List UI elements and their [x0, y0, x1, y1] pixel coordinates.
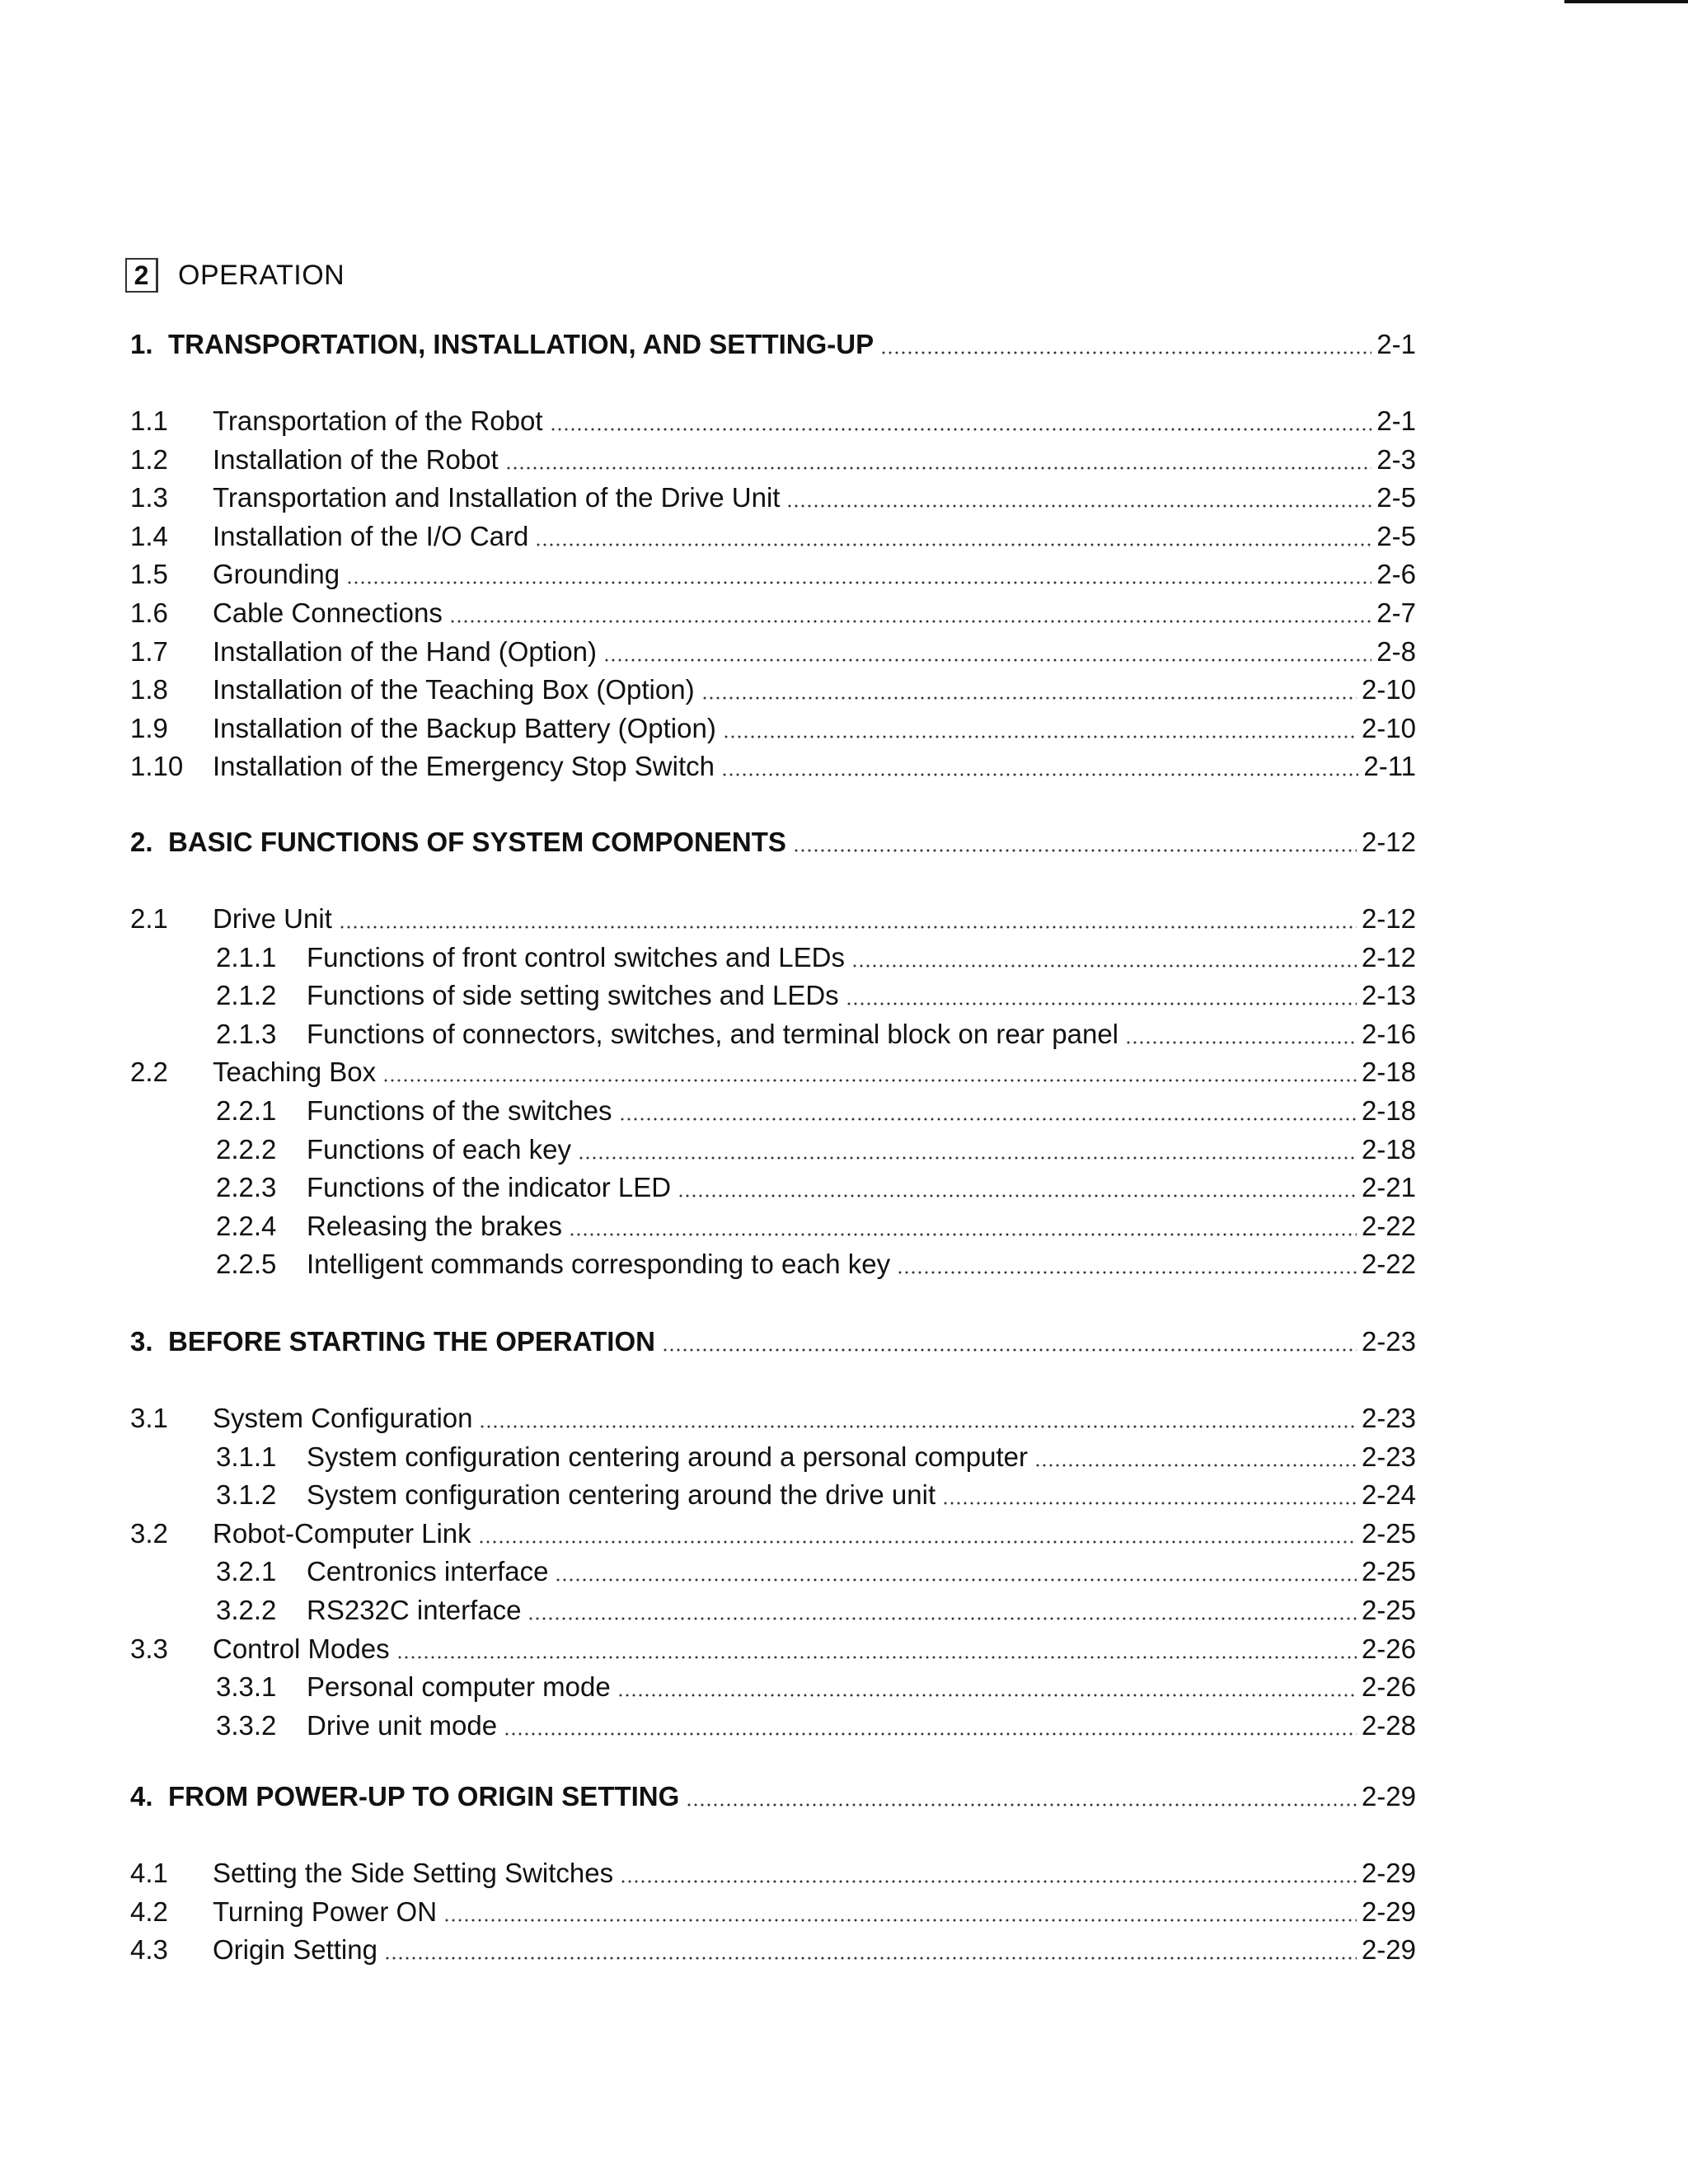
toc-subitem — [0, 1439, 1688, 1475]
toc-item-page: 2-11 — [1360, 748, 1416, 785]
toc-item — [0, 480, 1688, 516]
toc-item-page: 2-8 — [1373, 634, 1416, 670]
toc-item-number: 1.8 — [130, 674, 168, 705]
toc-item-dot-leader — [550, 428, 1372, 431]
toc-item-dot-leader — [723, 735, 1357, 738]
toc-item-page: 2-29 — [1358, 1894, 1416, 1930]
toc-item-number: 1.2 — [130, 443, 168, 475]
toc-subitem-dot-leader — [504, 1732, 1357, 1736]
section-3-page: 2-23 — [1358, 1324, 1416, 1360]
toc-subitem-title: Functions of the switches — [307, 1093, 617, 1129]
toc-item-title: Cable Connections — [213, 595, 448, 631]
toc-subitem — [0, 940, 1688, 976]
section-3-number: 3. — [130, 1326, 153, 1357]
toc-item-dot-leader — [339, 926, 1357, 929]
toc-item-page: 2-5 — [1373, 480, 1416, 516]
top-corner-rule — [1564, 0, 1688, 3]
toc-item-title: Turning Power ON — [213, 1894, 442, 1930]
toc-subitem — [0, 1169, 1688, 1206]
toc-item-page: 2-6 — [1373, 556, 1416, 593]
toc-subitem-page: 2-18 — [1358, 1093, 1416, 1129]
toc-subitem-title: Intelligent commands corresponding to each key — [307, 1246, 895, 1282]
toc-subitem-number: 2.2.2 — [216, 1133, 277, 1165]
toc-item-number: 4.3 — [130, 1934, 168, 1966]
section-2 — [0, 824, 1688, 860]
toc-subitem — [0, 977, 1688, 1014]
toc-subitem-number: 3.2.1 — [216, 1556, 277, 1587]
toc-item-title: Origin Setting — [213, 1932, 382, 1968]
section-2-title: BASIC FUNCTIONS OF SYSTEM COMPONENTS — [168, 824, 791, 860]
toc-item-page: 2-29 — [1358, 1932, 1416, 1968]
toc-subitem-dot-leader — [897, 1271, 1357, 1274]
toc-item-page: 2-29 — [1358, 1855, 1416, 1891]
toc-item-title: Transportation of the Robot — [213, 403, 548, 439]
toc-subitem-number: 2.2.3 — [216, 1172, 277, 1203]
toc-subitem-page: 2-18 — [1358, 1132, 1416, 1168]
toc-subitem-page: 2-25 — [1358, 1592, 1416, 1629]
toc-item-title: Installation of the Robot — [213, 442, 504, 478]
toc-subitem-title: Centronics interface — [307, 1554, 553, 1590]
toc-item-page: 2-3 — [1373, 442, 1416, 478]
toc-subitem-page: 2-13 — [1358, 977, 1416, 1014]
toc-item-title: Installation of the Backup Battery (Option) — [213, 710, 721, 747]
section-3 — [0, 1324, 1688, 1360]
toc-item-number: 2.1 — [130, 903, 168, 934]
toc-item — [0, 710, 1688, 747]
toc-subitem-title: Functions of the indicator LED — [307, 1169, 676, 1206]
toc-subitem-title: Functions of connectors, switches, and terminal block on rear panel — [307, 1016, 1123, 1052]
toc-item-title: Control Modes — [213, 1631, 395, 1667]
toc-subitem-title: Personal computer mode — [307, 1669, 616, 1705]
toc-item — [0, 1932, 1688, 1968]
toc-subitem-page: 2-16 — [1358, 1016, 1416, 1052]
toc-item-dot-leader — [384, 1957, 1357, 1960]
section-4 — [0, 1779, 1688, 1815]
toc-item-dot-leader — [603, 658, 1372, 662]
toc-subitem-number: 2.1.3 — [216, 1018, 277, 1049]
toc-subitem-dot-leader — [678, 1194, 1357, 1197]
toc-item — [0, 748, 1688, 785]
toc-item-page: 2-26 — [1358, 1631, 1416, 1667]
toc-item-number: 1.7 — [130, 635, 168, 667]
toc-item-title: Robot-Computer Link — [213, 1516, 476, 1552]
section-1-page: 2-1 — [1373, 326, 1416, 363]
toc-item-number: 3.3 — [130, 1633, 168, 1664]
toc-subitem-number: 2.2.5 — [216, 1249, 277, 1280]
toc-subitem-number: 2.2.1 — [216, 1095, 277, 1126]
toc-subitem-page: 2-23 — [1358, 1439, 1416, 1475]
section-1 — [0, 326, 1688, 363]
toc-item-title: Setting the Side Setting Switches — [213, 1855, 618, 1891]
toc-subitem-page: 2-25 — [1358, 1554, 1416, 1590]
toc-item-dot-leader — [382, 1079, 1357, 1082]
toc-item — [0, 518, 1688, 555]
toc-subitem-dot-leader — [619, 1118, 1357, 1121]
toc-item-dot-leader — [721, 773, 1358, 776]
toc-subitem-dot-leader — [578, 1156, 1357, 1160]
toc-subitem-number: 2.1.2 — [216, 980, 277, 1011]
toc-subitem-title: System configuration centering around a personal computer — [307, 1439, 1033, 1475]
toc-item-dot-leader — [786, 504, 1372, 508]
toc-item — [0, 442, 1688, 478]
toc-item — [0, 634, 1688, 670]
toc-item-title: Teaching Box — [213, 1054, 381, 1090]
toc-subitem-dot-leader — [942, 1502, 1357, 1505]
toc-item — [0, 403, 1688, 439]
section-2-page: 2-12 — [1358, 824, 1416, 860]
toc-subitem-number: 3.2.2 — [216, 1595, 277, 1625]
toc-item-dot-leader — [396, 1656, 1357, 1659]
section-4-title: FROM POWER-UP TO ORIGIN SETTING — [168, 1779, 684, 1815]
toc-subitem-number: 3.1.2 — [216, 1479, 277, 1511]
toc-subitem-page: 2-28 — [1358, 1708, 1416, 1744]
toc-subitem-dot-leader — [851, 964, 1357, 968]
toc-subitem-dot-leader — [1125, 1041, 1357, 1044]
toc-subitem-dot-leader — [617, 1694, 1357, 1697]
section-1-title: TRANSPORTATION, INSTALLATION, AND SETTING-UP — [168, 326, 879, 363]
section-1-dot-leader — [880, 351, 1372, 354]
toc-item-title: Drive Unit — [213, 901, 337, 937]
toc-subitem-number: 3.3.2 — [216, 1709, 277, 1741]
toc-item — [0, 556, 1688, 593]
toc-item-number: 1.1 — [130, 405, 168, 436]
toc-subitem-dot-leader — [1034, 1464, 1357, 1467]
toc-subitem-title: Functions of each key — [307, 1132, 576, 1168]
toc-subitem-title: System configuration centering around the drive unit — [307, 1477, 940, 1513]
toc-item-page: 2-10 — [1358, 672, 1416, 708]
toc-item-title: Installation of the Teaching Box (Option) — [213, 672, 700, 708]
toc-item-dot-leader — [443, 1919, 1357, 1922]
toc-item-number: 2.2 — [130, 1057, 168, 1088]
toc-item-title: System Configuration — [213, 1400, 477, 1436]
toc-item-title: Grounding — [213, 556, 345, 593]
toc-item-dot-leader — [449, 620, 1372, 623]
toc-subitem-dot-leader — [555, 1578, 1356, 1582]
toc-item-page: 2-23 — [1358, 1400, 1416, 1436]
toc-subitem-page: 2-22 — [1358, 1246, 1416, 1282]
toc-item-number: 1.5 — [130, 559, 168, 590]
toc-subitem — [0, 1554, 1688, 1590]
toc-item-number: 4.1 — [130, 1858, 168, 1888]
section-2-number: 2. — [130, 827, 153, 857]
toc-subitem-title: Functions of side setting switches and LEDs — [307, 977, 844, 1014]
section-4-number: 4. — [130, 1781, 153, 1811]
toc-subitem-page: 2-26 — [1358, 1669, 1416, 1705]
toc-item-number: 1.10 — [130, 751, 184, 782]
toc-subitem-dot-leader — [569, 1233, 1357, 1236]
toc-item-page: 2-1 — [1373, 403, 1416, 439]
chapter-title: OPERATION — [178, 259, 345, 291]
toc-item — [0, 1054, 1688, 1090]
toc-item — [0, 595, 1688, 631]
toc-item-page: 2-10 — [1358, 710, 1416, 747]
section-1-number: 1. — [130, 329, 153, 359]
toc-subitem-number: 3.1.1 — [216, 1441, 277, 1472]
toc-item — [0, 1894, 1688, 1930]
toc-subitem — [0, 1477, 1688, 1513]
toc-subitem-dot-leader — [846, 1002, 1357, 1005]
toc-item — [0, 1631, 1688, 1667]
toc-item-number: 1.9 — [130, 712, 168, 743]
toc-item-dot-leader — [346, 581, 1372, 584]
toc-item-dot-leader — [479, 1425, 1356, 1428]
toc-item-title: Installation of the I/O Card — [213, 518, 533, 555]
toc-item-number: 1.6 — [130, 598, 168, 628]
toc-subitem — [0, 1669, 1688, 1705]
toc-subitem — [0, 1708, 1688, 1744]
toc-subitem-page: 2-21 — [1358, 1169, 1416, 1206]
toc-item-page: 2-7 — [1373, 595, 1416, 631]
toc-item-title: Installation of the Emergency Stop Switch — [213, 748, 720, 785]
toc-item-dot-leader — [535, 543, 1372, 546]
toc-item-number: 4.2 — [130, 1896, 168, 1927]
toc-subitem-number: 2.1.1 — [216, 941, 277, 972]
toc-item — [0, 1516, 1688, 1552]
toc-subitem — [0, 1592, 1688, 1629]
toc-item-title: Installation of the Hand (Option) — [213, 634, 602, 670]
toc-item-title: Transportation and Installation of the Drive Unit — [213, 480, 785, 516]
toc-item-page: 2-12 — [1358, 901, 1416, 937]
section-4-page: 2-29 — [1358, 1779, 1416, 1815]
toc-subitem-page: 2-24 — [1358, 1477, 1416, 1513]
toc-item — [0, 1400, 1688, 1436]
toc-item-number: 3.1 — [130, 1403, 168, 1433]
toc-subitem-number: 3.3.1 — [216, 1671, 277, 1703]
toc-subitem-page: 2-12 — [1358, 940, 1416, 976]
toc-item-number: 1.4 — [130, 520, 168, 551]
toc-item-dot-leader — [701, 696, 1357, 700]
toc-subitem-page: 2-22 — [1358, 1208, 1416, 1244]
toc-subitem — [0, 1132, 1688, 1168]
toc-subitem-number: 2.2.4 — [216, 1210, 277, 1241]
toc-item — [0, 901, 1688, 937]
toc-subitem — [0, 1093, 1688, 1129]
section-2-dot-leader — [793, 849, 1357, 852]
toc-item-dot-leader — [620, 1880, 1357, 1883]
toc-subitem-title: Functions of front control switches and LEDs — [307, 940, 850, 976]
toc-subitem — [0, 1246, 1688, 1282]
section-4-dot-leader — [686, 1803, 1357, 1807]
chapter-number-box: 2 — [125, 258, 158, 293]
toc-item — [0, 672, 1688, 708]
toc-item-dot-leader — [505, 466, 1372, 470]
section-3-title: BEFORE STARTING THE OPERATION — [168, 1324, 660, 1360]
toc-item-page: 2-18 — [1358, 1054, 1416, 1090]
chapter-header — [125, 257, 345, 293]
toc-item-dot-leader — [478, 1540, 1357, 1544]
toc-item — [0, 1855, 1688, 1891]
toc-subitem-title: RS232C interface — [307, 1592, 526, 1629]
toc-subitem-dot-leader — [528, 1617, 1356, 1620]
toc-subitem — [0, 1016, 1688, 1052]
section-3-dot-leader — [662, 1348, 1357, 1352]
toc-subitem-title: Releasing the brakes — [307, 1208, 567, 1244]
toc-item-number: 3.2 — [130, 1517, 168, 1549]
toc-subitem-title: Drive unit mode — [307, 1708, 502, 1744]
toc-item-page: 2-5 — [1373, 518, 1416, 555]
toc-subitem — [0, 1208, 1688, 1244]
toc-item-page: 2-25 — [1358, 1516, 1416, 1552]
toc-item-number: 1.3 — [130, 482, 168, 513]
